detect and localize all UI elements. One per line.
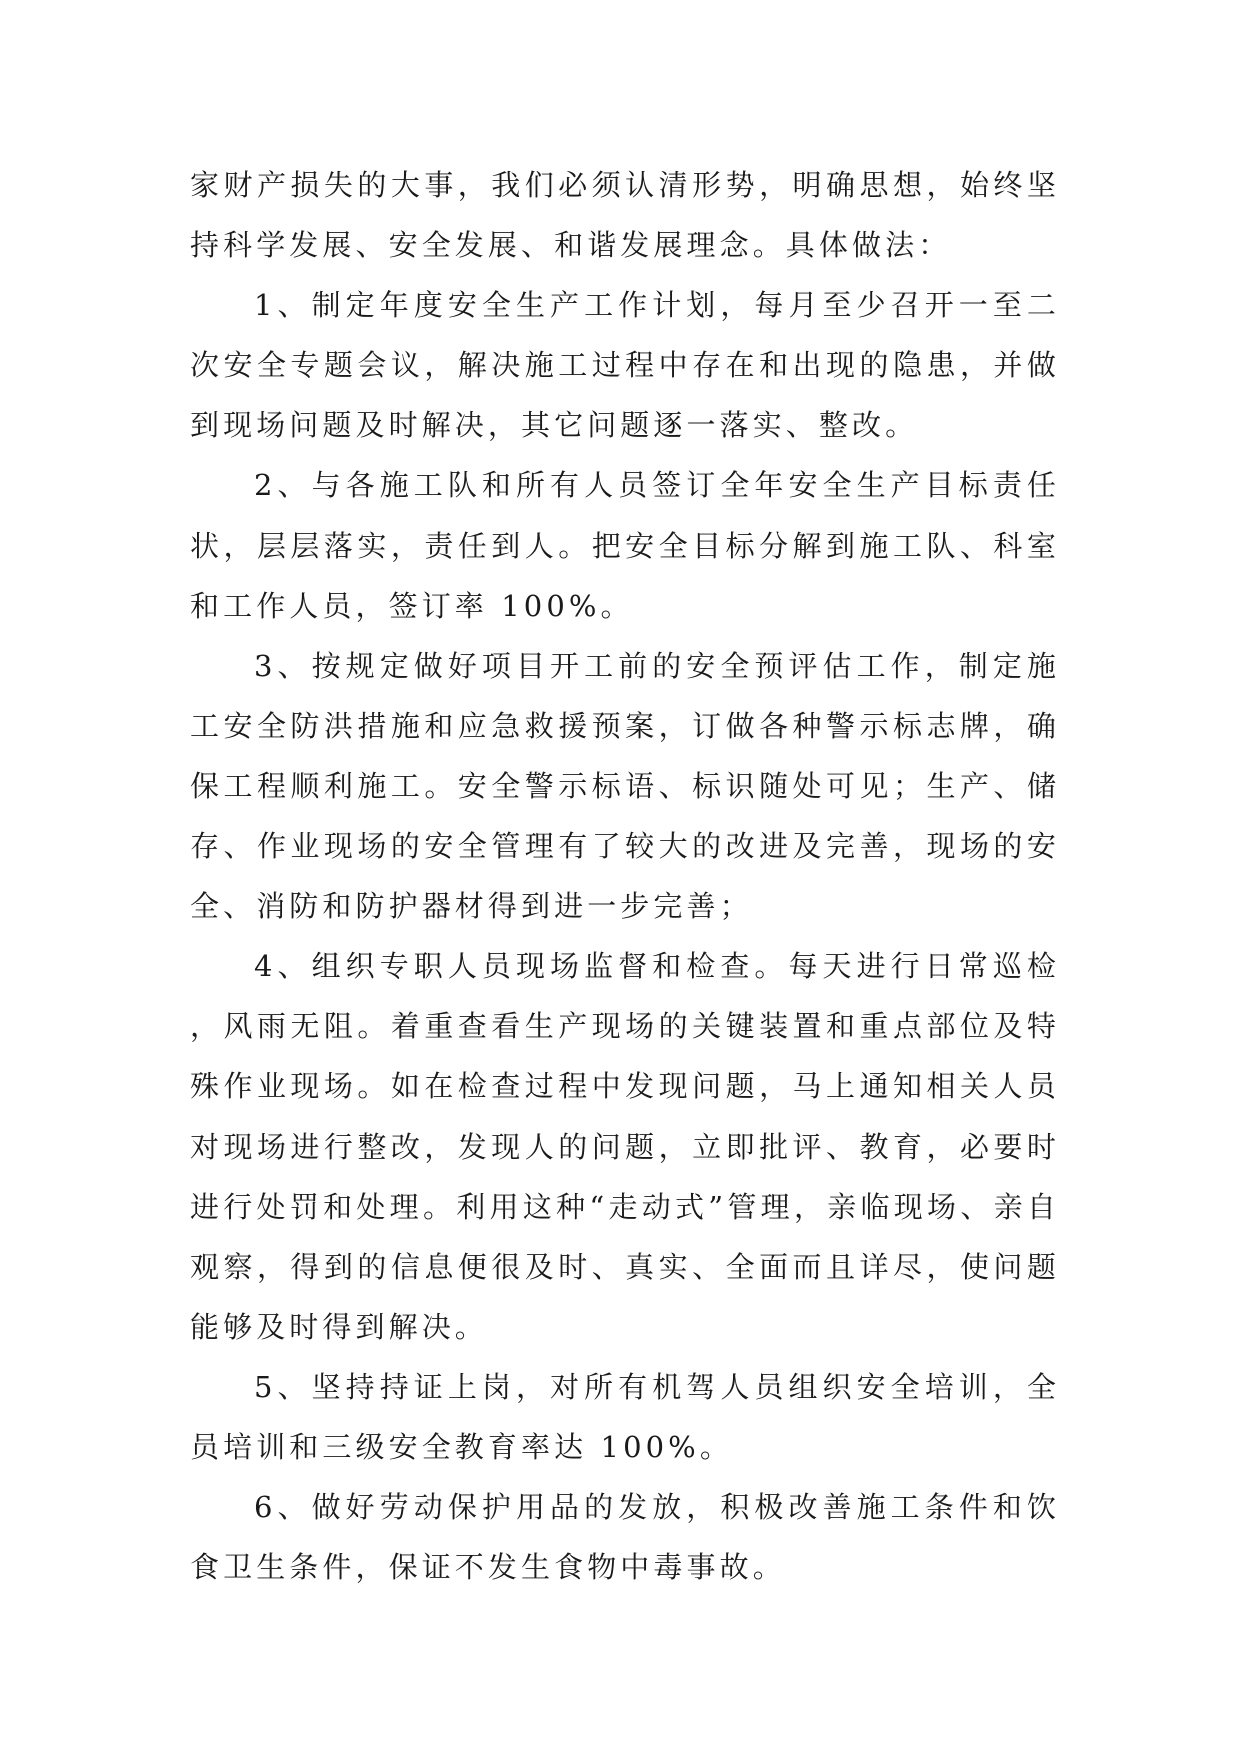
paragraph-item-1: 1、制定年度安全生产工作计划，每月至少召开一至二次安全专题会议，解决施工过程中存在和出现的隐患，并做到现场问题及时解决，其它问题逐一落实、整改。 — [190, 288, 1060, 443]
paragraph-item-3: 3、按规定做好项目开工前的安全预评估工作，制定施工安全防洪措施和应急救援预案，订做各种警示标志牌，确保工程顺利施工。安全警示标语、标识随处可见；生产、储存、作业现场的安全管理有了较大的改进及完善，现场的安全、消防和防护器材得到进一步完善； — [190, 648, 1060, 924]
paragraph-item-4: 4、组织专职人员现场监督和检查。每天进行日常巡检，风雨无阻。着重查看生产现场的关键装置和重点部位及特殊作业现场。如在检查过程中发现问题，马上通知相关人员对现场进行整改，发现人的问题，立即批评、教育，必要时进行处罚和处理。利用这种“走动式”管理，亲临现场、亲自观察，得到的信息便很及时、真实、全面而且详尽，使问题能够及时得到解决。 — [190, 949, 1060, 1344]
paragraph-intro: 家财产损失的大事，我们必须认清形势，明确思想，始终坚持科学发展、安全发展、和谐发展理念。具体做法： — [190, 168, 1060, 263]
body-text — [190, 155, 1060, 1597]
paragraph-item-2: 2、与各施工队和所有人员签订全年安全生产目标责任状，层层落实，责任到人。把安全目标分解到施工队、科室和工作人员，签订率 100%。 — [190, 468, 1060, 623]
paragraph-item-6: 6、做好劳动保护用品的发放，积极改善施工条件和饮食卫生条件，保证不发生食物中毒事故。 — [190, 1490, 1060, 1585]
paragraph-item-5: 5、坚持持证上岗，对所有机驾人员组织安全培训，全员培训和三级安全教育率达 100%。 — [190, 1369, 1060, 1464]
